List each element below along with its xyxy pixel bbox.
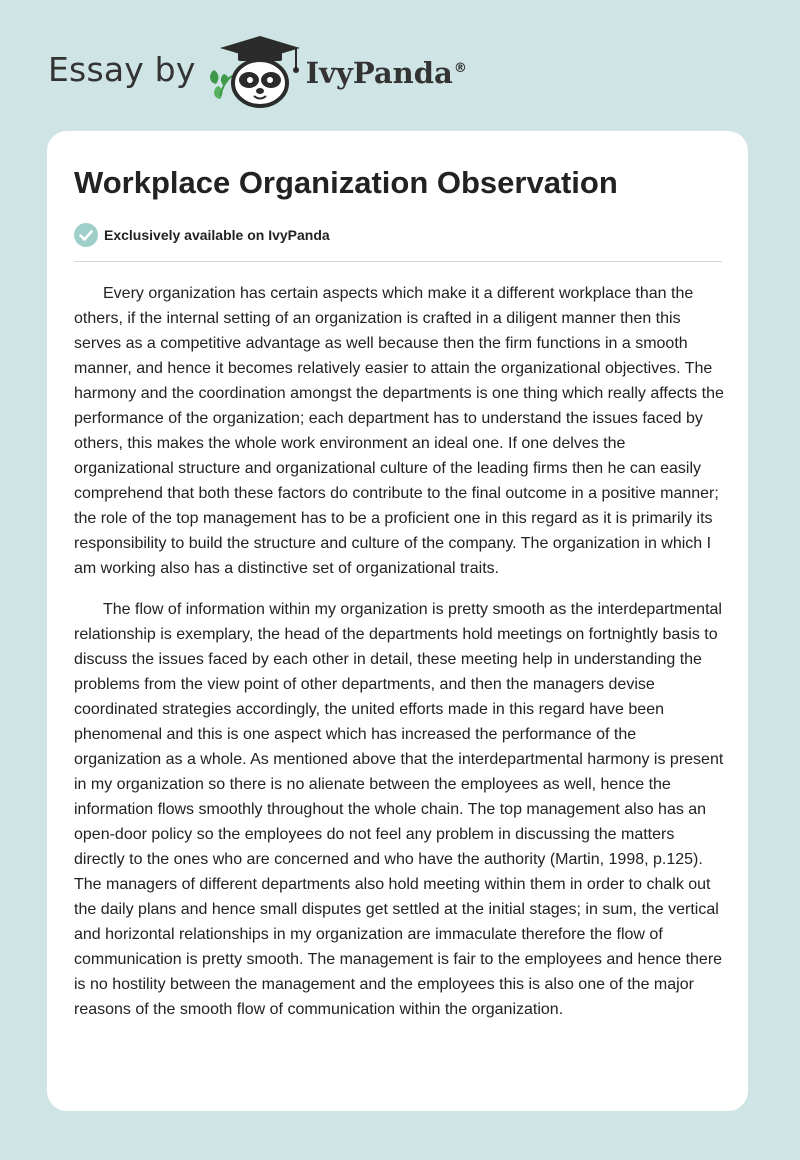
essay-card <box>47 131 748 1111</box>
exclusive-label: Exclusively available on IvyPanda <box>104 227 330 243</box>
essay-body <box>74 281 726 1038</box>
divider <box>74 261 722 262</box>
exclusive-badge <box>74 223 330 247</box>
page-title: Workplace Organization Observation <box>74 165 618 200</box>
paragraph: The flow of information within my organization is pretty smooth as the interdepartmental relationship is exemplary, the head of the departments hold meetings on fortnightly basis to discuss the issues faced by each other in detail, these meeting help in understanding the problems from the view point of other departments, and then the managers devise coordinated strategies accordingly, the united efforts made in this regard have been phenomenal and this is one aspect which has increased the performance of the organization as a whole. As mentioned above that the interdepartmental harmony is present in my organization so there is no alienate between the employees as well, hence the information flows smoothly throughout the whole chain. The top management also has an open-door policy so the employees do not feel any problem in discussing the matters directly to the ones who are concerned and who have the authority (Martin, 1998, p.125). The managers of different departments also hold meeting within them in order to chalk out the daily plans and hence small disputes get settled at the initial stages; in sum, the vertical and horizontal relationships in my organization are immaculate therefore the flow of communication is pretty smooth. The management is fair to the employees and hence there is no hostility between the management and the employees this is also one of the major reasons of the smooth flow of communication within the organization. <box>74 601 724 1018</box>
brand-prefix: Essay by <box>48 49 196 89</box>
panda-logo-icon[interactable] <box>210 34 302 108</box>
paragraph: Every organization has certain aspects which make it a different workplace than the others, if the internal setting of an organization is crafted in a diligent manner then this serves as a competitive advantage as well because then the firm functions in a smooth manner, and hence it becomes relatively easier to attain the organizational objectives. The harmony and the coordination amongst the departments is one thing which really affects the performance of the organization; each department has to understand the issues faced by others, this makes the whole work environment an ideal one. If one delves the organizational structure and organizational culture of the leading firms then he can easily comprehend that both these factors do contribute to the final outcome in a positive manner; the role of the top management has to be a proficient one in this regard as it is primarily its responsibility to build the structure and culture of the company. The organization in which I am working also has a distinctive set of organizational traits. <box>74 285 724 577</box>
brand-header <box>48 34 467 108</box>
check-circle-icon <box>74 223 98 247</box>
brand-name[interactable]: IvyPanda® <box>305 56 467 90</box>
